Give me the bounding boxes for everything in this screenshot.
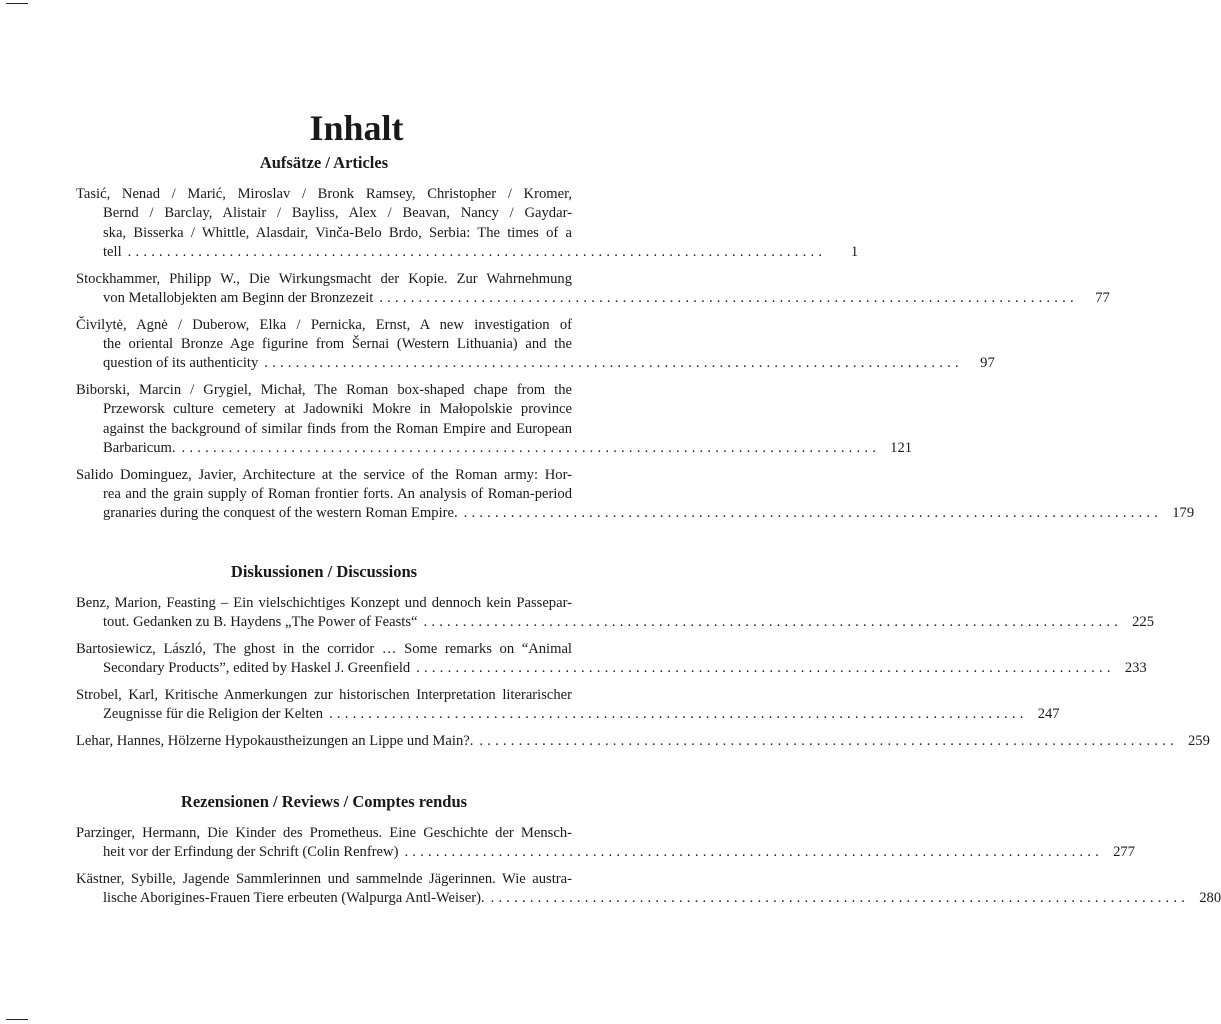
entry-line: heit vor der Erfindung der Schrift (Colin Renfrew): [103, 844, 399, 861]
entry-last-line: [76, 889, 1221, 908]
toc-entry[interactable]: [76, 640, 1147, 679]
page-number: 259: [1188, 733, 1210, 750]
entry-line: Stockhammer, Philipp W., Die Wirkungsmacht der Kopie. Zur Wahrnehmung: [76, 270, 572, 287]
entry-last-line: [76, 613, 1155, 632]
toc-entry[interactable]: [76, 316, 995, 374]
dot-leader: .........................................................................................: [416, 660, 1115, 677]
entry-line: von Metallobjekten am Beginn der Bronzezeit: [103, 289, 374, 306]
toc-entry[interactable]: [76, 824, 1135, 863]
entry-line: ska, Bisserka / Whittle, Alasdair, Vinča-Belo Brdo, Serbia: The times of a: [103, 224, 572, 241]
entry-last-line: [76, 843, 1135, 862]
dot-leader: .........................................................................................: [127, 243, 827, 260]
toc-entry[interactable]: [76, 686, 1060, 725]
entry-line: Przeworsk culture cemetery at Jadowniki Mokre in Małopolskie province: [103, 401, 572, 418]
page-number: 97: [980, 355, 995, 372]
toc-entry[interactable]: [76, 732, 1210, 751]
entry-last-line: [76, 504, 1195, 523]
entry-last-line: [76, 705, 1060, 724]
toc-entry[interactable]: [76, 594, 1155, 633]
page-number: 179: [1172, 505, 1195, 522]
entry-line: Secondary Products”, edited by Haskel J. Greenfield: [103, 660, 411, 677]
entry-line: Barbaricum.: [103, 440, 176, 457]
entry-line: lische Aborigines-Frauen Tiere erbeuten (Walpurga Antl-Weiser).: [103, 890, 485, 907]
toc-entry[interactable]: [76, 870, 1221, 909]
entry-line: question of its authenticity: [103, 355, 259, 372]
entry-line: Kästner, Sybille, Jagende Sammlerinnen und sammelnde Jägerinnen. Wie austra-: [76, 871, 572, 888]
entry-line: Bernd / Barclay, Alistair / Bayliss, Alex / Beavan, Nancy / Gaydar-: [103, 205, 572, 222]
entry-line: Benz, Marion, Feasting – Ein vielschichtiges Konzept und dennoch kein Passepar-: [76, 595, 572, 611]
crop-mark-top: [6, 3, 28, 4]
entry-last-line: [76, 289, 1110, 308]
page-number: 1: [850, 243, 859, 260]
entry-last-line: [76, 732, 1210, 751]
entry-line: tell: [103, 243, 122, 260]
toc-entry[interactable]: [76, 270, 1110, 309]
dot-leader: .........................................................................................: [479, 733, 1178, 750]
entry-line: Salido Dominguez, Javier, Architecture at the service of the Roman army: Hor-: [76, 466, 572, 483]
page-number: 225: [1132, 614, 1155, 631]
crop-mark-bottom: [6, 1019, 28, 1020]
page-number: 280: [1199, 890, 1221, 907]
section-reviews: [76, 792, 1221, 916]
page-number: 121: [890, 440, 913, 457]
dot-leader: .........................................................................................: [463, 505, 1163, 522]
entry-line: rea and the grain supply of Roman frontier forts. An analysis of Roman-period: [103, 486, 572, 503]
entry-line: tout. Gedanken zu B. Haydens „The Power of Feasts“: [103, 614, 418, 631]
section-heading: Rezensionen / Reviews / Comptes rendus: [180, 792, 468, 811]
entry-line: granaries during the conquest of the western Roman Empire.: [103, 505, 458, 522]
section-discussions: [76, 562, 1210, 759]
entry-line: Strobel, Karl, Kritische Anmerkungen zur historischen Interpretation literarischer: [76, 687, 572, 704]
entry-line: Tasić, Nenad / Marić, Miroslav / Bronk Ramsey, Christopher / Kromer,: [76, 186, 572, 202]
entry-line: Čivilytė, Agnė / Duberow, Elka / Pernicka, Ernst, A new investigation of: [76, 316, 572, 333]
entry-line: against the background of similar finds from the Roman Empire and European: [103, 420, 572, 437]
section-heading: Diskussionen / Discussions: [230, 562, 418, 581]
page-number: 77: [1095, 289, 1110, 306]
entry-last-line: [76, 659, 1147, 678]
dot-leader: .........................................................................................: [264, 355, 963, 372]
entry-last-line: [76, 243, 859, 262]
entry-line: Parzinger, Hermann, Die Kinder des Prometheus. Eine Geschichte der Mensch-: [76, 825, 572, 841]
entry-last-line: [76, 354, 995, 373]
dot-leader: .........................................................................................: [404, 844, 1103, 861]
section-heading: Aufsätze / Articles: [259, 153, 389, 172]
dot-leader: .........................................................................................: [329, 706, 1028, 723]
page-title: Inhalt: [309, 108, 404, 149]
dot-leader: .........................................................................................: [379, 289, 1078, 306]
page-number: 277: [1113, 844, 1135, 861]
dot-leader: .........................................................................................: [490, 890, 1190, 907]
entry-line: Zeugnisse für die Religion der Kelten: [103, 706, 324, 723]
entry-last-line: [76, 439, 913, 458]
entry-line: Bartosiewicz, László, The ghost in the corridor … Some remarks on “Animal: [76, 641, 572, 658]
toc-entry[interactable]: [76, 466, 1195, 524]
page-number: 247: [1037, 706, 1060, 723]
toc-entry[interactable]: [76, 381, 913, 458]
entry-line: the oriental Bronze Age figurine from Šernai (Western Lithuania) and the: [103, 336, 572, 353]
entry-line: Lehar, Hannes, Hölzerne Hypokaustheizungen an Lippe und Main?.: [76, 733, 474, 750]
section-articles: [76, 153, 1195, 531]
toc-entry[interactable]: [76, 185, 859, 262]
dot-leader: .........................................................................................: [181, 440, 881, 457]
dot-leader: .........................................................................................: [423, 614, 1123, 631]
entry-line: Biborski, Marcin / Grygiel, Michał, The Roman box-shaped chape from the: [76, 382, 572, 399]
page-number: 233: [1124, 660, 1147, 677]
